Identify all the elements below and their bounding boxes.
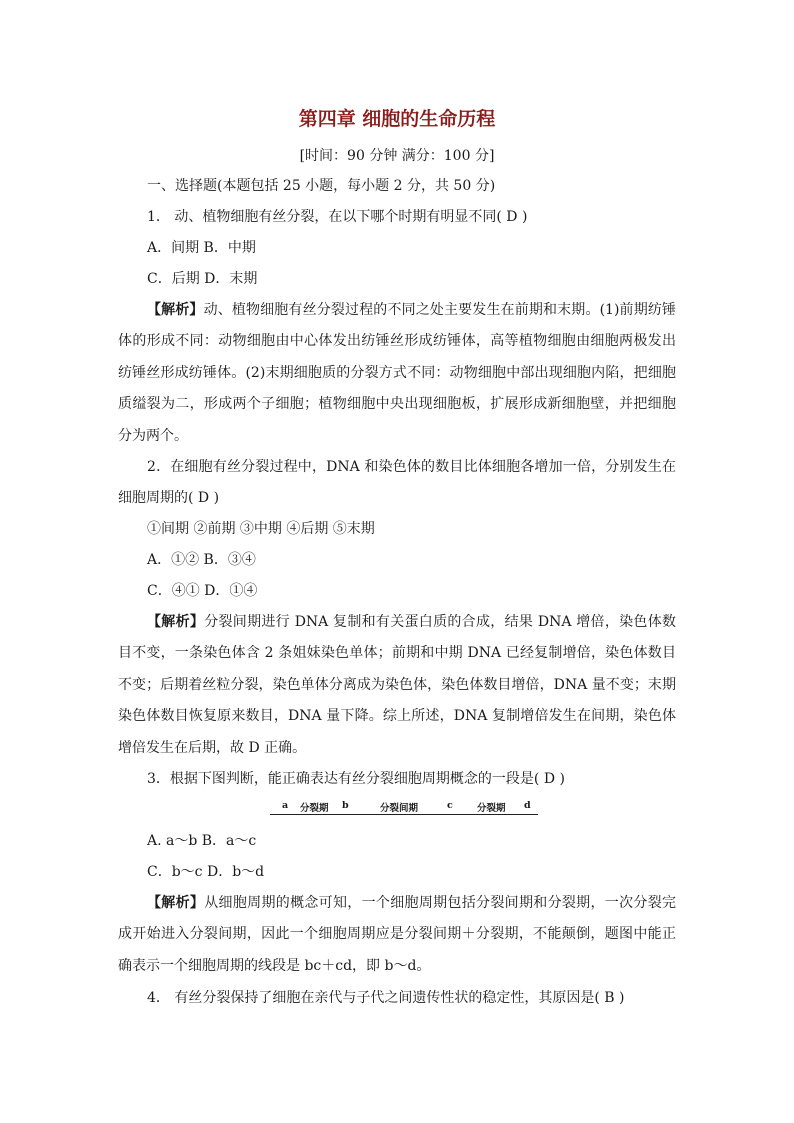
question-1-stem: 1． 动、植物细胞有丝分裂，在以下哪个时期有明显不同( D ) — [147, 209, 528, 225]
analysis-tag: 【解析】 — [147, 614, 205, 630]
diagram-point-a: a — [282, 800, 289, 811]
question-1-analysis — [118, 295, 676, 452]
question-3-options-row-1: A. a～b B．a～c — [147, 833, 257, 849]
question-2-options-row-1: A．①② B．③④ — [147, 552, 256, 568]
analysis-tag: 【解析】 — [147, 302, 204, 318]
question-3-stem: 3．根据下图判断，能正确表达有丝分裂细胞周期概念的一段是( D ) — [147, 771, 565, 787]
diagram-segment-division-2: 分裂期 — [477, 803, 506, 814]
page-title: 第四章 细胞的生命历程 — [298, 108, 496, 130]
cell-cycle-diagram — [270, 798, 538, 815]
question-1-options-row-1: A．间期 B．中期 — [147, 240, 256, 256]
question-2-items: ①间期 ②前期 ③中期 ④后期 ⑤末期 — [147, 521, 375, 537]
exam-meta: [时间：90 分钟 满分：100 分] — [299, 148, 495, 164]
question-2-options-row-2: C．④① D．①④ — [147, 583, 258, 599]
analysis-text: 动、植物细胞有丝分裂过程的不同之处主要发生在前期和末期。(1)前期纺锤体的形成不同：动物细胞由中心体发出纺锤丝形成纺锤体，高等植物细胞由细胞两极发出纺锤丝形成纺锤体。(2)末期细胞质的分裂方式不同：动物细胞中部出现细胞内陷，把细胞质缢裂为二，形成两个子细胞；植物细胞中央出现细胞板，扩展形成新细胞壁，并把细胞分为两个。 — [118, 302, 676, 444]
diagram-point-d: d — [524, 800, 531, 811]
analysis-tag: 【解析】 — [147, 895, 205, 911]
question-3-analysis — [118, 888, 676, 982]
diagram-segment-division-1: 分裂期 — [300, 803, 329, 814]
diagram-point-c: c — [447, 800, 453, 811]
question-4-stem: 4． 有丝分裂保持了细胞在亲代与子代之间遗传性状的稳定性，其原因是( B ) — [147, 990, 625, 1006]
diagram-point-b: b — [342, 800, 349, 811]
diagram-segment-interphase: 分裂间期 — [380, 803, 419, 814]
analysis-text: 从细胞周期的概念可知，一个细胞周期包括分裂间期和分裂期，一次分裂完成开始进入分裂间期，因此一个细胞周期应是分裂间期＋分裂期，不能颠倒，题图中能正确表示一个细胞周期的线段是 bc＋cd，即 b～d。 — [118, 895, 677, 974]
question-2-analysis — [118, 607, 676, 764]
analysis-text: 分裂间期进行 DNA 复制和有关蛋白质的合成，结果 DNA 增倍，染色体数目不变，一条染色体含 2 条姐妹染色单体；前期和中期 DNA 已经复制增倍，染色体数目不变；后期着丝粒分裂，染色单体分离成为染色体，染色体数目增倍，DNA 量不变；末期染色体数目恢复原来数目，DNA 量下降。综上所述，DNA 复制增倍发生在间期，染色体增倍发生在后期，故 D 正确。 — [118, 614, 676, 756]
section-header: 一、选择题(本题包括 25 小题，每小题 2 分，共 50 分) — [147, 178, 496, 194]
question-2-stem: 2．在细胞有丝分裂过程中，DNA 和染色体的数目比体细胞各增加一倍，分别发生在细胞周期的( D ) — [118, 459, 676, 507]
question-3-options-row-2: C．b～c D．b～d — [147, 864, 265, 880]
question-1-options-row-2: C．后期 D．末期 — [147, 271, 258, 287]
